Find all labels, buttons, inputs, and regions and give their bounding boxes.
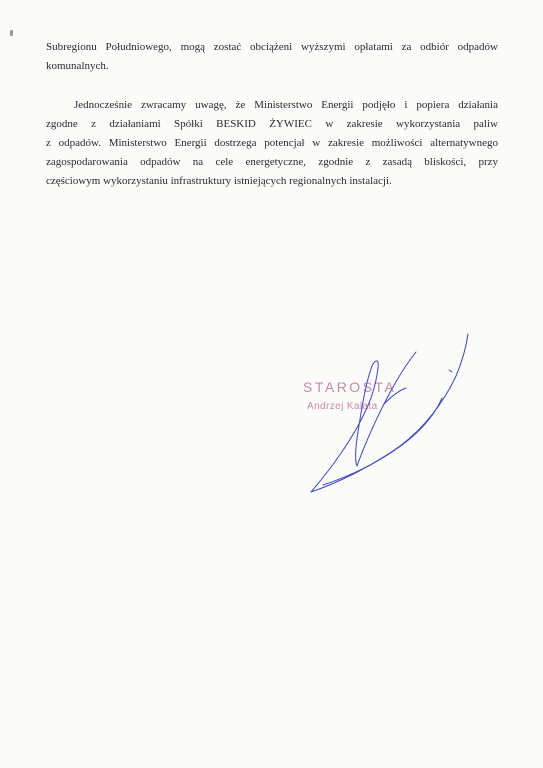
- paragraph-2: [46, 96, 498, 191]
- paragraph-2-line-1: Jednocześnie zwracamy uwagę, że Ministerstwo Energii podjęło i popiera działania: [74, 99, 498, 111]
- punch-hole-mark: [10, 30, 13, 36]
- official-stamp: [303, 379, 396, 412]
- paragraph-1-line-2: komunalnych.: [46, 60, 109, 72]
- paragraph-2-line-3: z odpadów. Ministerstwo Energii dostrzega potencjał w zakresie możliwości alternatywnego: [46, 137, 498, 149]
- stamp-title: STAROSTA: [303, 379, 397, 395]
- paragraph-1-line-1: Subregionu Południowego, mogą zostać obciążeni wyższymi opłatami za odbiór odpadów: [46, 41, 498, 53]
- paragraph-2-line-5: częściowym wykorzystaniu infrastruktury istniejących regionalnych instalacji.: [46, 175, 392, 187]
- paragraph-1: [46, 38, 498, 76]
- paragraph-2-line-2: zgodne z działaniami Spółki BESKID ŻYWIEC w zakresie wykorzystania paliw: [46, 118, 498, 130]
- stamp-name: Andrzej Kalata: [307, 401, 378, 412]
- paragraph-2-line-4: zagospodarowania odpadów na cele energetyczne, zgodnie z zasadą bliskości, przy: [46, 156, 498, 168]
